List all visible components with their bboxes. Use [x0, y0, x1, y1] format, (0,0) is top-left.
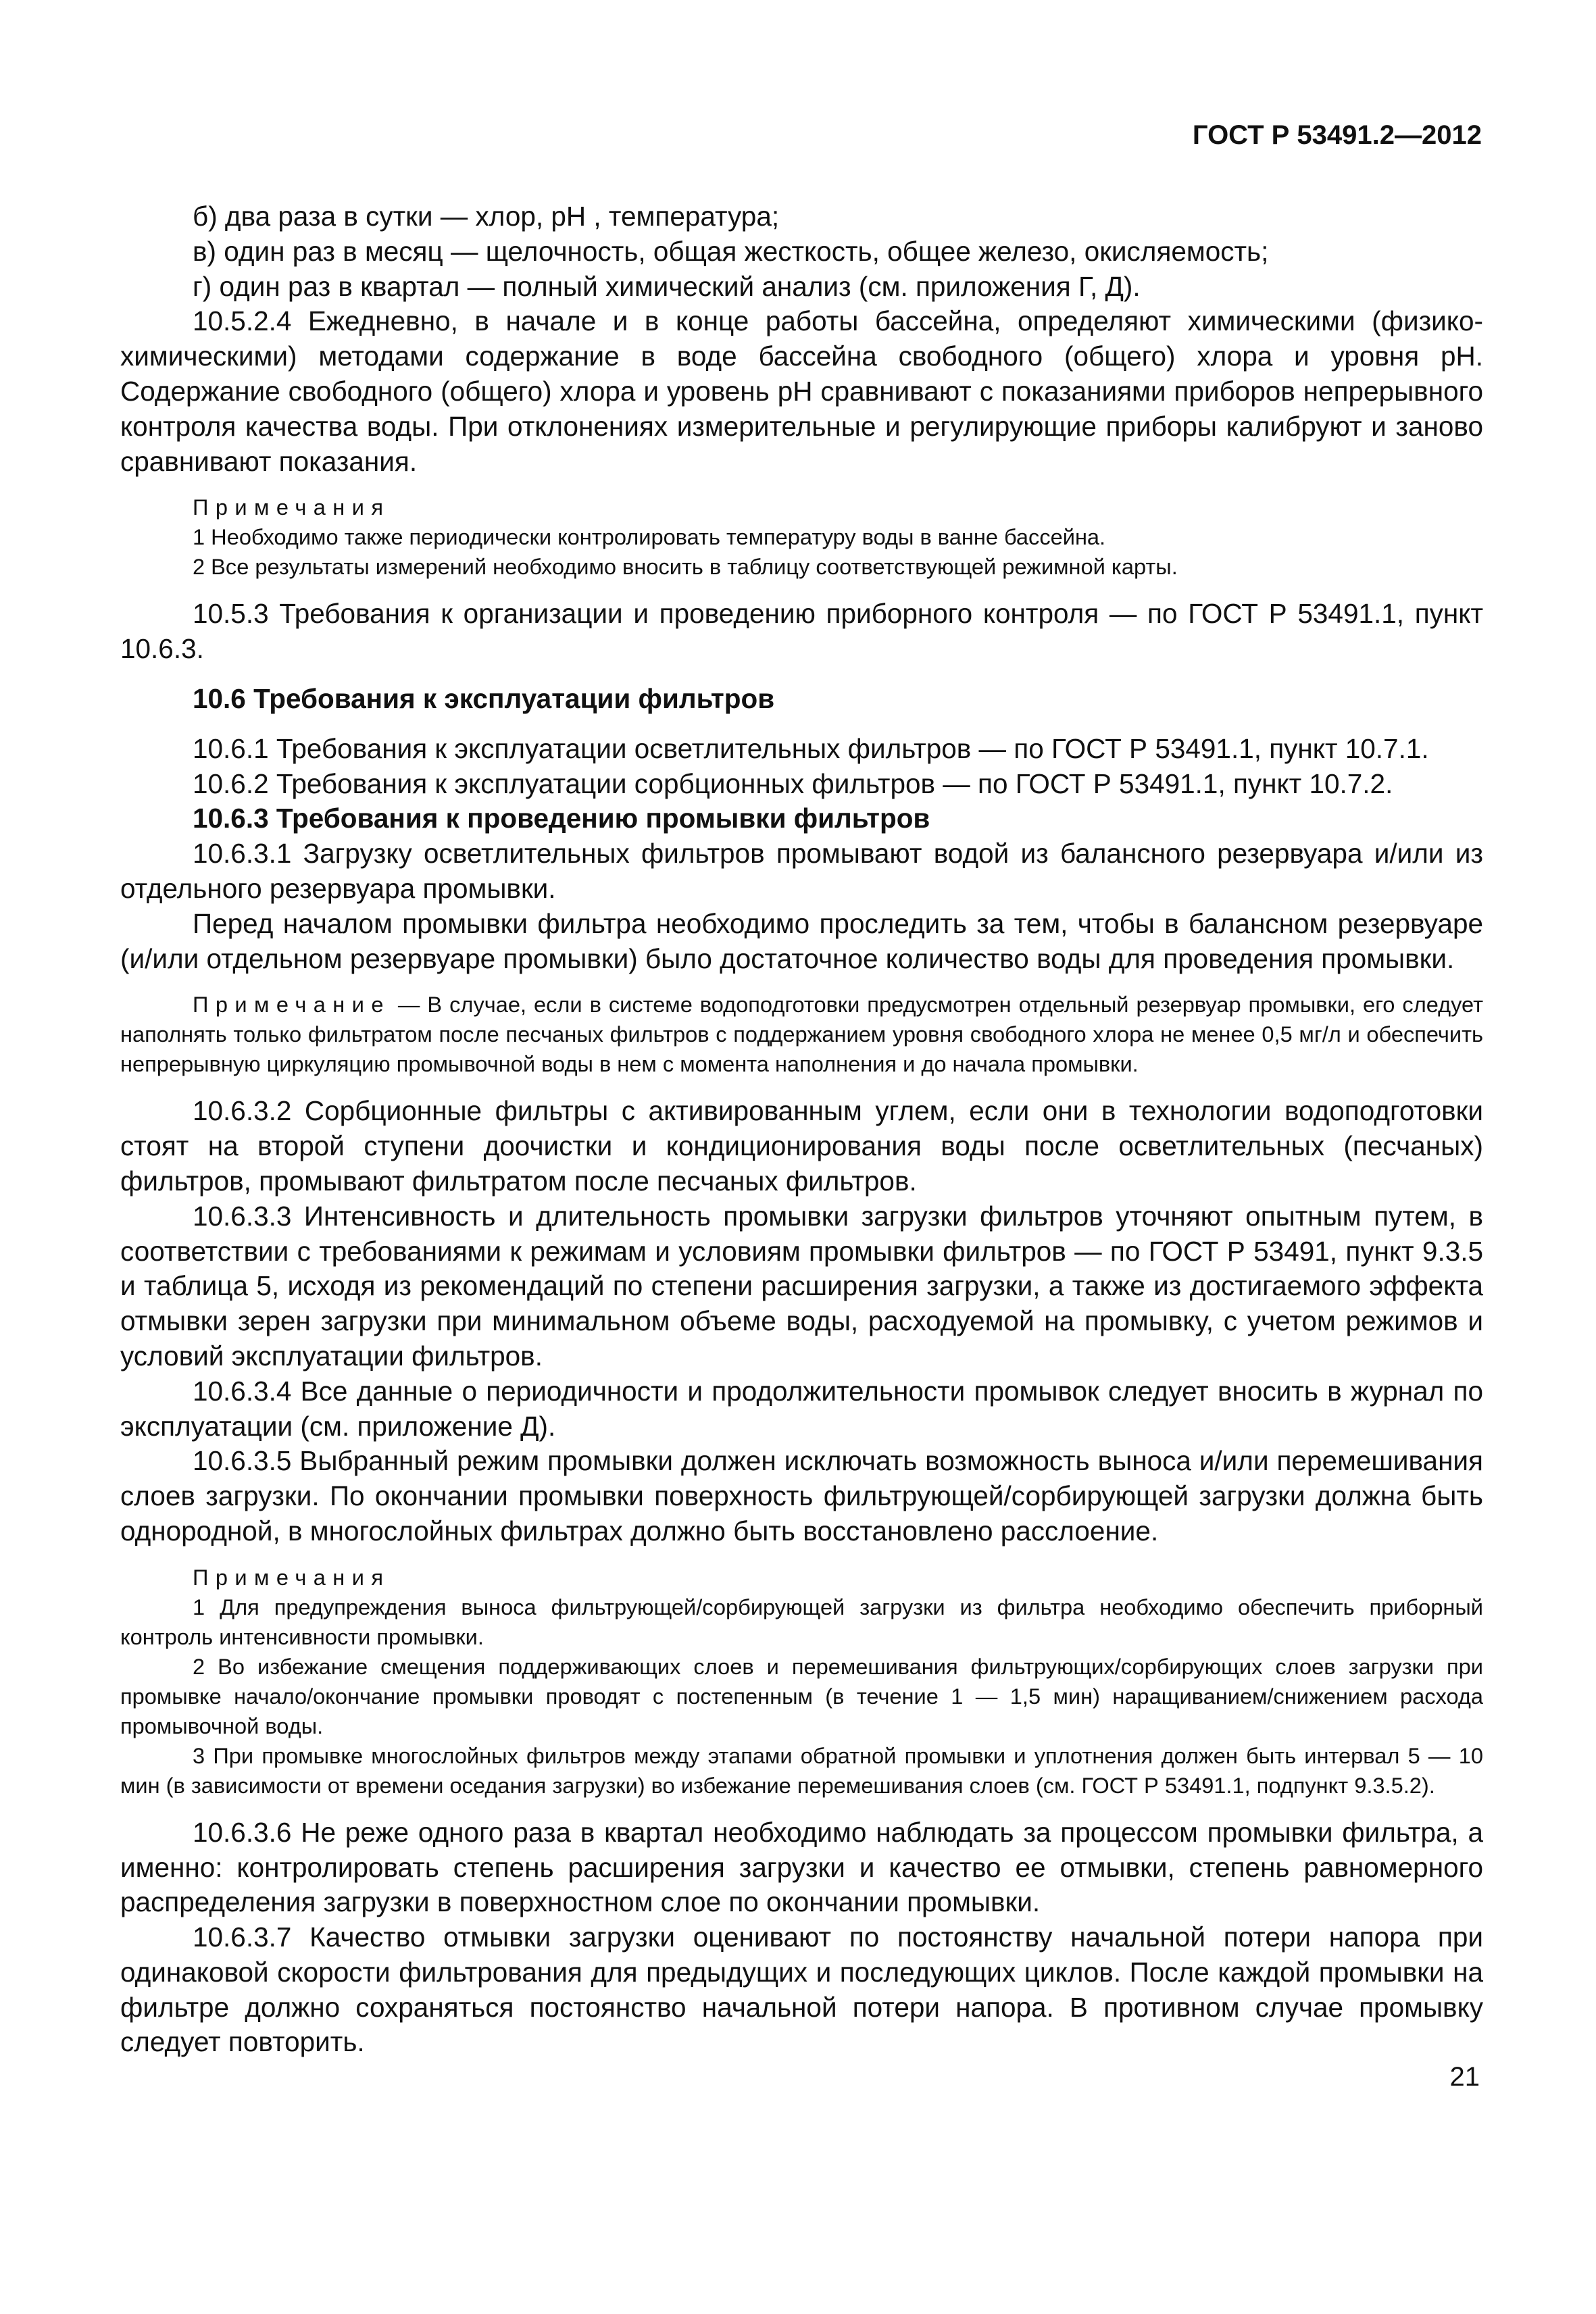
paragraph-10-6-3-2: 10.6.3.2 Сорбционные фильтры с активированным углем, если они в технологии водоподготовки стоят на второй ступени доочистки и кондиционирования воды после осветлительных (песчаных) фильтров, промывают фильтратом после песчаных фильтров.	[120, 1095, 1483, 1197]
document-header: ГОСТ Р 53491.2—2012	[1192, 120, 1482, 150]
note-item: 2 Во избежание смещения поддерживающих слоев и перемешивания фильтрующих/сорбирующих слоев загрузки при промывке начало/окончание промывки проводят с постепенным (в течение 1 — 1,5 мин) наращиванием/снижением расхода промывочной воды.	[120, 1653, 1483, 1738]
notes-block-3	[120, 1563, 1483, 1801]
list-item-v: в) один раз в месяц — щелочность, общая жесткость, общее железо, окисляемость;	[193, 235, 1269, 267]
paragraph-10-6-3-7: 10.6.3.7 Качество отмывки загрузки оценивают по постоянству начальной потери напора при одинаковой скорости фильтрования для предыдущих и последующих циклов. После каждой промывки на фильтре должно сохраняться постоянство начальной потери напора. В противном случае промывку следует повторить.	[120, 1921, 1483, 2058]
list-item-g: г) один раз в квартал — полный химический анализ (см. приложения Г, Д).	[193, 270, 1141, 302]
document-body	[120, 199, 1483, 2060]
notes-title: Примечания	[193, 495, 391, 520]
paragraph-10-6-2: 10.6.2 Требования к эксплуатации сорбционных фильтров — по ГОСТ Р 53491.1, пункт 10.7.2.	[193, 768, 1393, 799]
paragraph-10-5-2-4: 10.5.2.4 Ежедневно, в начале и в конце работы бассейна, определяют химическими (физико-химическими) методами содержание в воде бассейна свободного (общего) хлора и уровня рН. Содержание свободного (общего) хлора и уровень рН сравнивают с показаниями приборов непрерывного контроля качества воды. При отклонениях измерительные и регулирующие приборы калибруют и заново сравнивают показания.	[120, 305, 1483, 477]
note-item: 2 Все результаты измерений необходимо вносить в таблицу соответствующей режимной карты.	[193, 554, 1178, 580]
note-item: 1 Для предупреждения выноса фильтрующей/сорбирующей загрузки из фильтра необходимо обеспечить приборный контроль интенсивности промывки.	[120, 1594, 1483, 1649]
page-number: 21	[1449, 2062, 1480, 2092]
paragraph-10-6-3-3: 10.6.3.3 Интенсивность и длительность промывки загрузки фильтров уточняют опытным путем, в соответствии с требованиями к режимам и условиям промывки фильтров — по ГОСТ Р 53491, пункт 9.3.5 и таблица 5, исходя из рекомендаций по степени расширения загрузки, а также из достигаемого эффекта отмывки зерен загрузки при минимальном объеме воды, расходуемой на промывку, с учетом режимов и условий эксплуатации фильтров.	[120, 1200, 1483, 1372]
note-paragraph	[120, 990, 1483, 1079]
paragraph-10-6-1: 10.6.1 Требования к эксплуатации осветлительных фильтров — по ГОСТ Р 53491.1, пункт 10.7.1.	[193, 732, 1429, 764]
subsection-heading-10-6-3: 10.6.3 Требования к проведению промывки фильтров	[193, 803, 930, 834]
note-item: 1 Необходимо также периодически контролировать температуру воды в ванне бассейна.	[193, 524, 1106, 550]
paragraph-before-washing: Перед началом промывки фильтра необходимо проследить за тем, чтобы в балансном резервуаре (и/или отдельном резервуаре промывки) было достаточное количество воды для проведения промывки.	[120, 907, 1483, 974]
notes-title: Примечания	[193, 1564, 391, 1590]
note-label: Примечание	[193, 992, 391, 1017]
section-heading-10-6: 10.6 Требования к эксплуатации фильтров	[193, 682, 775, 714]
paragraph-10-5-3: 10.5.3 Требования к организации и проведению приборного контроля — по ГОСТ Р 53491.1, пункт 10.6.3.	[120, 598, 1483, 665]
note-text: — В случае, если в системе водоподготовки предусмотрен отдельный резервуар промывки, его следует наполнять только фильтратом после песчаных фильтров с поддержанием уровня свободного хлора не менее 0,5 мг/л и обеспечить непрерывную циркуляцию промывочной воды в нем с момента наполнения и до начала промывки.	[120, 992, 1483, 1077]
paragraph-10-6-3-5: 10.6.3.5 Выбранный режим промывки должен исключать возможность выноса и/или перемешивания слоев загрузки. По окончании промывки поверхность фильтрующей/сорбирующей загрузки должна быть однородной, в многослойных фильтрах должно быть восстановлено расслоение.	[120, 1445, 1483, 1546]
note-block-2	[120, 990, 1483, 1079]
list-item-b: б) два раза в сутки — хлор, рН , температура;	[193, 201, 780, 232]
paragraph-10-6-3-1: 10.6.3.1 Загрузку осветлительных фильтров промывают водой из балансного резервуара и/или из отдельного резервуара промывки.	[120, 838, 1483, 904]
paragraph-10-6-3-4: 10.6.3.4 Все данные о периодичности и продолжительности промывок следует вносить в журнал по эксплуатации (см. приложение Д).	[120, 1375, 1483, 1442]
paragraph-10-6-3-6: 10.6.3.6 Не реже одного раза в квартал необходимо наблюдать за процессом промывки фильтра, а именно: контролировать степень расширения загрузки и качество ее отмывки, степень равномерного распределения загрузки в поверхностном слое по окончании промывки.	[120, 1816, 1483, 1918]
note-item: 3 При промывке многослойных фильтров между этапами обратной промывки и уплотнения должен быть интервал 5 — 10 мин (в зависимости от времени оседания загрузки) во избежание перемешивания слоев (см. ГОСТ Р 53491.1, подпункт 9.3.5.2).	[120, 1742, 1483, 1798]
notes-block-1	[120, 493, 1483, 582]
